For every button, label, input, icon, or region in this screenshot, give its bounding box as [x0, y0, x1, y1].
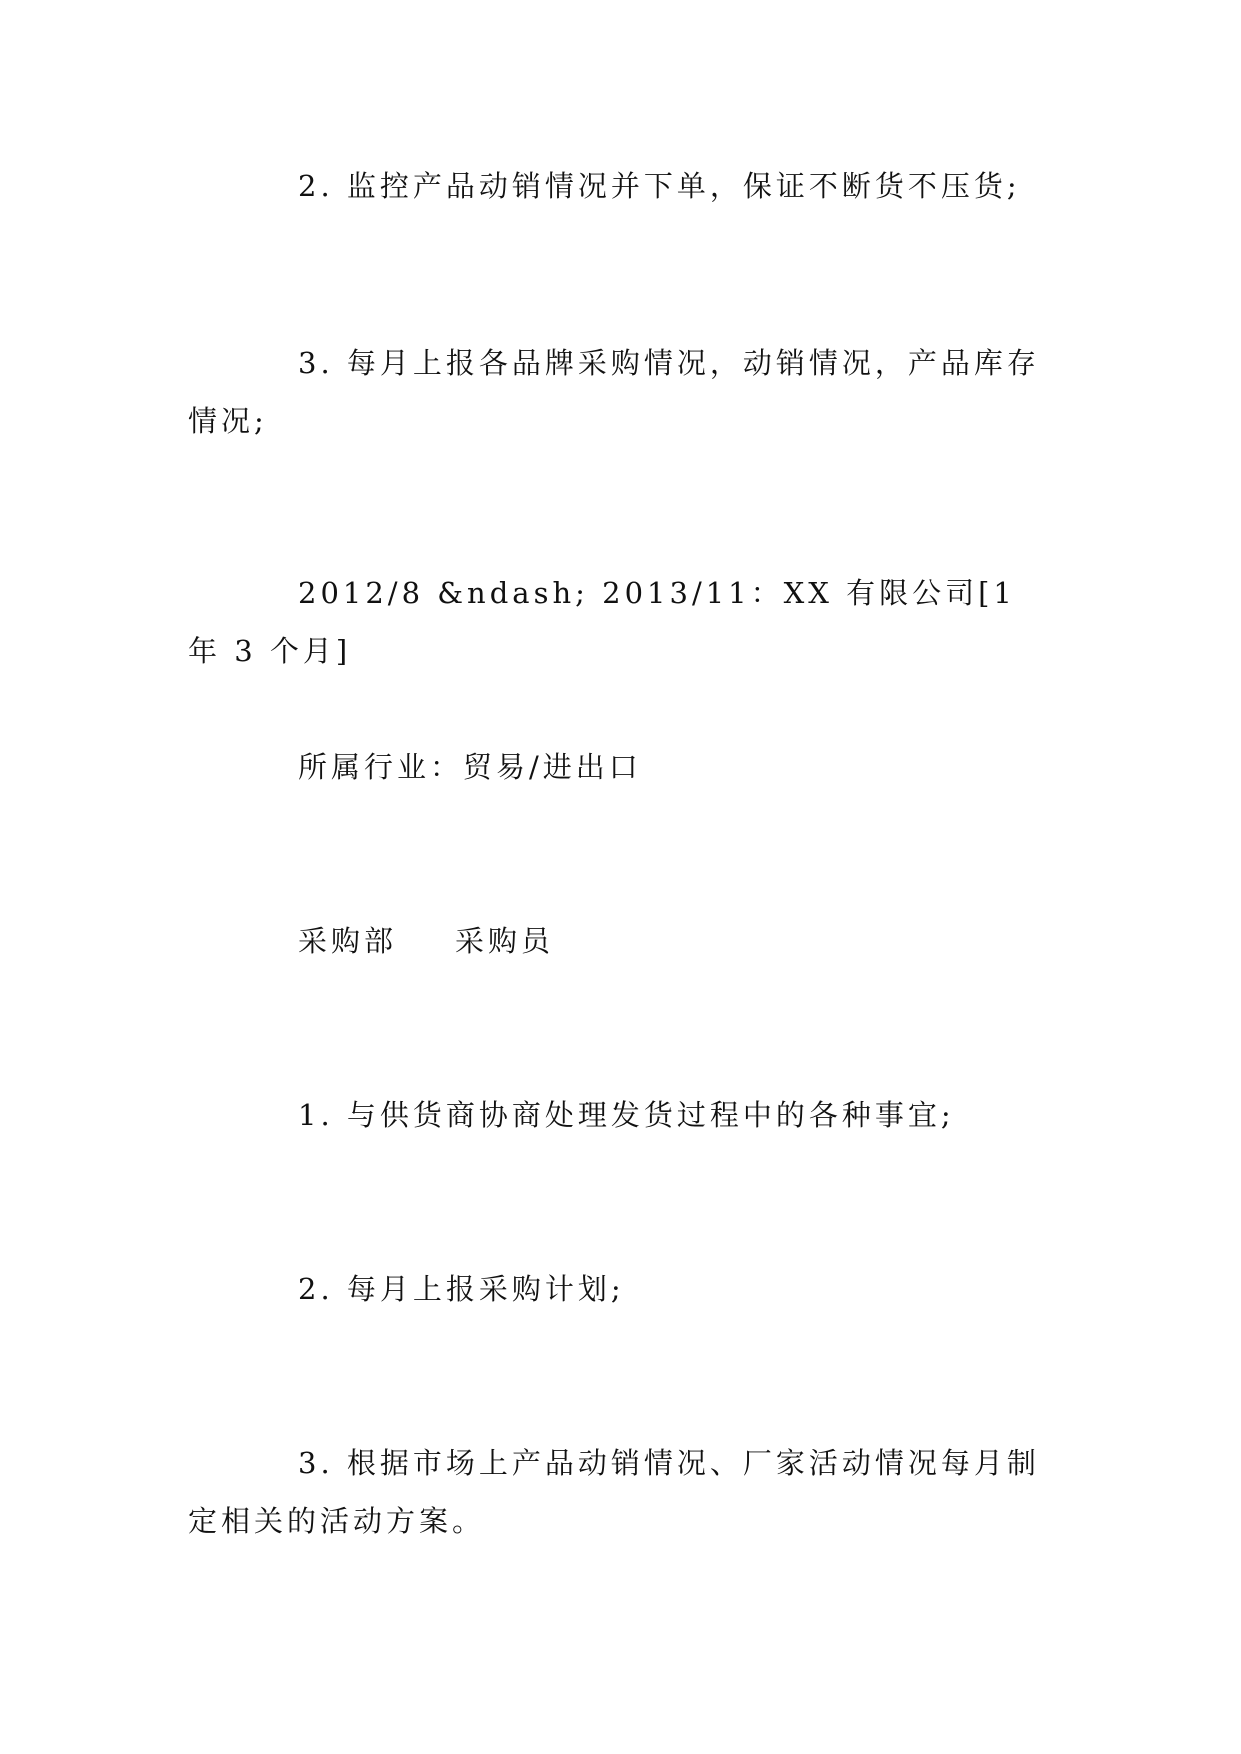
job-position: 采购员: [455, 924, 555, 958]
department-position-line: [188, 912, 1050, 970]
department: 采购部: [298, 924, 398, 958]
employment-period: 2012/8 &ndash; 2013/11：XX 有限公司[1 年 3 个月]: [188, 576, 1016, 668]
duty-item-1-supplier: 1. 与供货商协商处理发货过程中的各种事宜;: [298, 1098, 955, 1132]
duty-item-3-monthly-report: 3. 每月上报各品牌采购情况，动销情况，产品库存情况;: [188, 346, 1040, 438]
duty-item-2-purchase-plan: 2. 每月上报采购计划;: [298, 1272, 625, 1306]
duty-item-2-monitor-sales: 2. 监控产品动销情况并下单，保证不断货不压货;: [298, 169, 1021, 203]
industry-line: 所属行业：贸易/进出口: [298, 750, 642, 784]
duty-item-3-activity-plan: 3. 根据市场上产品动销情况、厂家活动情况每月制定相关的活动方案。: [188, 1446, 1040, 1538]
